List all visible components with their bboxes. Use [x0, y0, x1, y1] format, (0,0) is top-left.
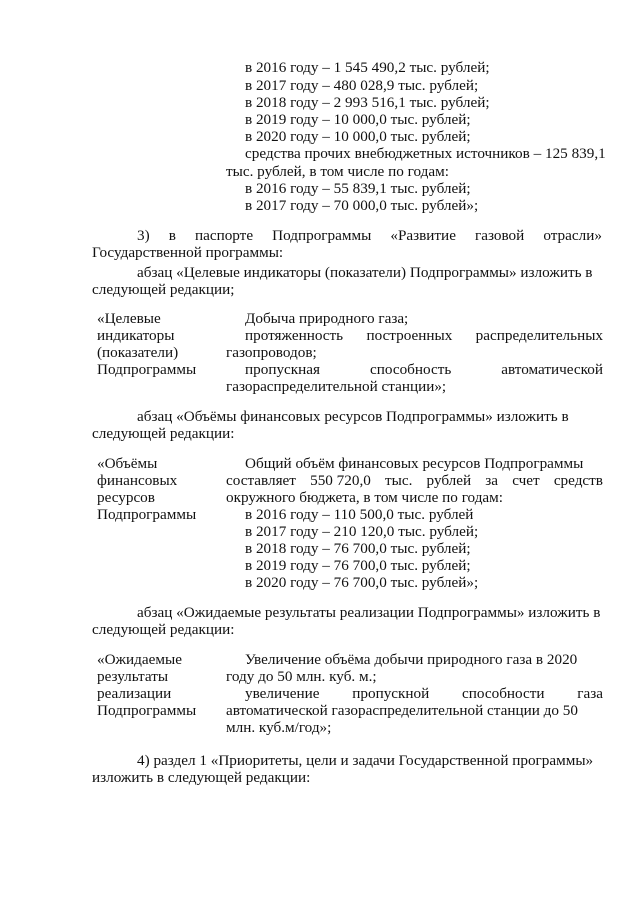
finance-year-2020: в 2020 году – 76 700,0 тыс. рублей»; — [245, 574, 479, 591]
word: газа — [577, 685, 603, 702]
indicators-right-2 — [245, 327, 603, 344]
word: газовой — [475, 227, 525, 244]
word: отрасли» — [543, 227, 602, 244]
word: пропускной — [352, 685, 430, 702]
item3-line2: Государственной программы: — [92, 244, 284, 261]
indicators-left-3: (показатели) — [97, 344, 179, 361]
extrabudget-2017: в 2017 году – 70 000,0 тыс. рублей»; — [245, 197, 479, 214]
indicators-right-1: Добыча природного газа; — [245, 310, 409, 327]
item3-line1 — [137, 227, 602, 244]
word: средств — [553, 472, 603, 489]
results-right-5: млн. куб.м/год»; — [226, 719, 332, 736]
indicators-left-1: «Целевые — [97, 310, 161, 327]
abzac2-line1: абзац «Объёмы финансовых ресурсов Подпрограммы» изложить в — [137, 408, 569, 425]
finance-left-4: Подпрограммы — [97, 506, 197, 523]
word: автоматической — [501, 361, 603, 378]
extrabudget-2016: в 2016 году – 55 839,1 тыс. рублей; — [245, 180, 471, 197]
word: рублей — [426, 472, 472, 489]
funding-line-2016: в 2016 году – 1 545 490,2 тыс. рублей; — [245, 59, 490, 76]
extrabudget-line: средства прочих внебюджетных источников – 125 839,1 — [245, 145, 606, 162]
word: распределительных — [475, 327, 603, 344]
results-right-2: году до 50 млн. куб. м.; — [226, 668, 377, 685]
funding-line-2020: в 2020 году – 10 000,0 тыс. рублей; — [245, 128, 471, 145]
results-right-1: Увеличение объёма добычи природного газа в 2020 — [245, 651, 578, 668]
word: протяженность — [245, 327, 344, 344]
word: способность — [369, 361, 452, 378]
extrabudget-line-cont: тыс. рублей, в том числе по годам: — [226, 163, 449, 180]
results-left-3: реализации — [97, 685, 172, 702]
finance-right-1: Общий объём финансовых ресурсов Подпрограммы — [245, 455, 584, 472]
word: счет — [512, 472, 540, 489]
indicators-right-3: газопроводов; — [226, 344, 317, 361]
word: «Развитие — [390, 227, 456, 244]
word: увеличение — [245, 685, 320, 702]
word: способности — [462, 685, 545, 702]
finance-left-3: ресурсов — [97, 489, 155, 506]
word: 3) — [137, 227, 150, 244]
results-right-3 — [245, 685, 603, 702]
word: 550 720,0 — [310, 472, 371, 489]
finance-left-2: финансовых — [97, 472, 178, 489]
word: составляет — [226, 472, 296, 489]
finance-year-2017: в 2017 году – 210 120,0 тыс. рублей; — [245, 523, 479, 540]
results-left-1: «Ожидаемые — [97, 651, 182, 668]
results-left-4: Подпрограммы — [97, 702, 197, 719]
word: паспорте — [194, 227, 254, 244]
abzac1-line2: следующей редакции; — [92, 281, 235, 298]
indicators-left-2: индикаторы — [97, 327, 175, 344]
abzac2-line2: следующей редакции: — [92, 425, 235, 442]
funding-line-2017: в 2017 году – 480 028,9 тыс. рублей; — [245, 77, 479, 94]
finance-year-2018: в 2018 году – 76 700,0 тыс. рублей; — [245, 540, 471, 557]
word: за — [485, 472, 499, 489]
word: построенных — [366, 327, 453, 344]
funding-line-2019: в 2019 году – 10 000,0 тыс. рублей; — [245, 111, 471, 128]
indicators-left-4: Подпрограммы — [97, 361, 197, 378]
abzac3-line2: следующей редакции: — [92, 621, 235, 638]
word: тыс. — [385, 472, 413, 489]
finance-left-1: «Объёмы — [97, 455, 158, 472]
finance-right-2 — [226, 472, 603, 489]
item4-line1: 4) раздел 1 «Приоритеты, цели и задачи Государственной программы» — [137, 752, 594, 769]
word: Подпрограммы — [272, 227, 372, 244]
finance-year-2019: в 2019 году – 76 700,0 тыс. рублей; — [245, 557, 471, 574]
word: в — [168, 227, 176, 244]
abzac1-line1: абзац «Целевые индикаторы (показатели) Подпрограммы» изложить в — [137, 264, 593, 281]
word: пропускная — [245, 361, 321, 378]
indicators-right-4 — [245, 361, 603, 378]
funding-line-2018: в 2018 году – 2 993 516,1 тыс. рублей; — [245, 94, 490, 111]
item4-line2: изложить в следующей редакции: — [92, 769, 311, 786]
results-left-2: результаты — [97, 668, 169, 685]
results-right-4: автоматической газораспределительной станции до 50 — [226, 702, 578, 719]
abzac3-line1: абзац «Ожидаемые результаты реализации Подпрограммы» изложить в — [137, 604, 601, 621]
finance-year-2016: в 2016 году – 110 500,0 тыс. рублей — [245, 506, 474, 523]
finance-right-3: окружного бюджета, в том числе по годам: — [226, 489, 503, 506]
indicators-right-5: газораспределительной станции»; — [226, 378, 447, 395]
